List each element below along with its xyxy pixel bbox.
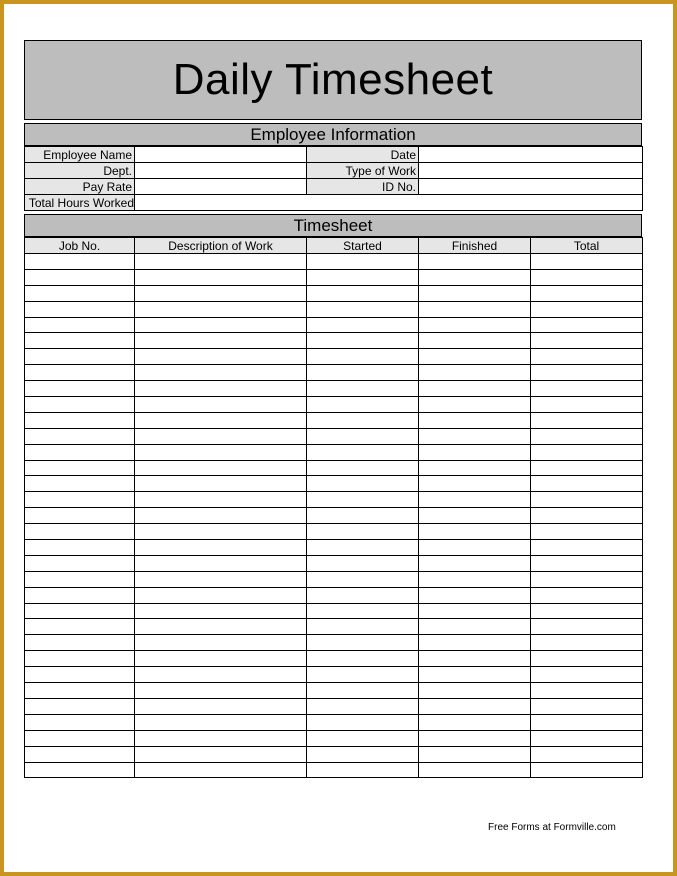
column-header-total: Total xyxy=(531,238,643,254)
description-cell[interactable] xyxy=(135,317,307,333)
started-cell[interactable] xyxy=(307,714,419,730)
started-cell[interactable] xyxy=(307,698,419,714)
total-cell[interactable] xyxy=(531,698,643,714)
finished-cell[interactable] xyxy=(419,698,531,714)
description-cell[interactable] xyxy=(135,603,307,619)
finished-cell[interactable] xyxy=(419,333,531,349)
table-row xyxy=(25,492,643,508)
table-row xyxy=(25,269,643,285)
started-cell[interactable] xyxy=(307,508,419,524)
timesheet-header-row xyxy=(25,238,643,254)
started-cell[interactable] xyxy=(307,746,419,762)
table-row xyxy=(25,301,643,317)
column-header-job-no: Job No. xyxy=(25,238,135,254)
total-cell[interactable] xyxy=(531,555,643,571)
total-cell[interactable] xyxy=(531,492,643,508)
employee-info-table xyxy=(24,146,643,211)
started-cell[interactable] xyxy=(307,603,419,619)
job-no-cell[interactable] xyxy=(25,619,135,635)
total-cell[interactable] xyxy=(531,254,643,270)
type-of-work-field[interactable] xyxy=(419,163,643,179)
total-cell[interactable] xyxy=(531,444,643,460)
description-cell[interactable] xyxy=(135,254,307,270)
description-cell[interactable] xyxy=(135,587,307,603)
description-cell[interactable] xyxy=(135,428,307,444)
employee-info-heading: Employee Information xyxy=(24,123,642,146)
table-row xyxy=(25,285,643,301)
total-cell[interactable] xyxy=(531,714,643,730)
finished-cell[interactable] xyxy=(419,412,531,428)
employee-name-field[interactable] xyxy=(135,147,307,163)
job-no-cell[interactable] xyxy=(25,714,135,730)
total-cell[interactable] xyxy=(531,460,643,476)
finished-cell[interactable] xyxy=(419,492,531,508)
table-row xyxy=(25,651,643,667)
job-no-cell[interactable] xyxy=(25,301,135,317)
total-cell[interactable] xyxy=(531,746,643,762)
finished-cell[interactable] xyxy=(419,619,531,635)
job-no-cell[interactable] xyxy=(25,555,135,571)
description-cell[interactable] xyxy=(135,365,307,381)
finished-cell[interactable] xyxy=(419,428,531,444)
finished-cell[interactable] xyxy=(419,476,531,492)
finished-cell[interactable] xyxy=(419,301,531,317)
job-no-cell[interactable] xyxy=(25,635,135,651)
started-cell[interactable] xyxy=(307,460,419,476)
started-cell[interactable] xyxy=(307,412,419,428)
job-no-cell[interactable] xyxy=(25,444,135,460)
description-cell[interactable] xyxy=(135,333,307,349)
job-no-cell[interactable] xyxy=(25,317,135,333)
finished-cell[interactable] xyxy=(419,555,531,571)
total-cell[interactable] xyxy=(531,587,643,603)
table-row xyxy=(25,524,643,540)
description-cell[interactable] xyxy=(135,730,307,746)
job-no-cell[interactable] xyxy=(25,412,135,428)
finished-cell[interactable] xyxy=(419,667,531,683)
description-cell[interactable] xyxy=(135,476,307,492)
description-cell[interactable] xyxy=(135,667,307,683)
job-no-cell[interactable] xyxy=(25,698,135,714)
info-row xyxy=(25,195,643,211)
description-cell[interactable] xyxy=(135,444,307,460)
table-row xyxy=(25,397,643,413)
job-no-cell[interactable] xyxy=(25,730,135,746)
table-row xyxy=(25,619,643,635)
total-cell[interactable] xyxy=(531,412,643,428)
total-cell[interactable] xyxy=(531,365,643,381)
table-row xyxy=(25,333,643,349)
total-hours-field[interactable] xyxy=(135,195,643,211)
total-cell[interactable] xyxy=(531,381,643,397)
total-cell[interactable] xyxy=(531,508,643,524)
started-cell[interactable] xyxy=(307,476,419,492)
started-cell[interactable] xyxy=(307,619,419,635)
form-title: Daily Timesheet xyxy=(24,40,642,120)
description-cell[interactable] xyxy=(135,762,307,778)
total-cell[interactable] xyxy=(531,683,643,699)
started-cell[interactable] xyxy=(307,381,419,397)
started-cell[interactable] xyxy=(307,587,419,603)
total-cell[interactable] xyxy=(531,476,643,492)
started-cell[interactable] xyxy=(307,269,419,285)
total-cell[interactable] xyxy=(531,651,643,667)
finished-cell[interactable] xyxy=(419,365,531,381)
type-of-work-label: Type of Work xyxy=(307,163,419,179)
job-no-cell[interactable] xyxy=(25,667,135,683)
description-cell[interactable] xyxy=(135,508,307,524)
employee-name-label: Employee Name xyxy=(25,147,135,163)
table-row xyxy=(25,667,643,683)
table-row xyxy=(25,571,643,587)
column-header-description: Description of Work xyxy=(135,238,307,254)
column-header-finished: Finished xyxy=(419,238,531,254)
job-no-cell[interactable] xyxy=(25,349,135,365)
started-cell[interactable] xyxy=(307,651,419,667)
description-cell[interactable] xyxy=(135,555,307,571)
timesheet-body xyxy=(25,254,643,778)
table-row xyxy=(25,508,643,524)
id-no-field[interactable] xyxy=(419,179,643,195)
table-row xyxy=(25,555,643,571)
started-cell[interactable] xyxy=(307,635,419,651)
table-row xyxy=(25,635,643,651)
date-label: Date xyxy=(307,147,419,163)
pay-rate-label: Pay Rate xyxy=(25,179,135,195)
finished-cell[interactable] xyxy=(419,587,531,603)
total-cell[interactable] xyxy=(531,635,643,651)
total-cell[interactable] xyxy=(531,428,643,444)
job-no-cell[interactable] xyxy=(25,254,135,270)
finished-cell[interactable] xyxy=(419,460,531,476)
job-no-cell[interactable] xyxy=(25,492,135,508)
job-no-cell[interactable] xyxy=(25,683,135,699)
finished-cell[interactable] xyxy=(419,540,531,556)
started-cell[interactable] xyxy=(307,762,419,778)
pay-rate-field[interactable] xyxy=(135,179,307,195)
started-cell[interactable] xyxy=(307,555,419,571)
started-cell[interactable] xyxy=(307,571,419,587)
total-cell[interactable] xyxy=(531,667,643,683)
finished-cell[interactable] xyxy=(419,444,531,460)
job-no-cell[interactable] xyxy=(25,365,135,381)
description-cell[interactable] xyxy=(135,524,307,540)
date-field[interactable] xyxy=(419,147,643,163)
total-cell[interactable] xyxy=(531,571,643,587)
description-cell[interactable] xyxy=(135,746,307,762)
table-row xyxy=(25,714,643,730)
started-cell[interactable] xyxy=(307,683,419,699)
job-no-cell[interactable] xyxy=(25,524,135,540)
started-cell[interactable] xyxy=(307,317,419,333)
total-cell[interactable] xyxy=(531,349,643,365)
job-no-cell[interactable] xyxy=(25,603,135,619)
table-row xyxy=(25,730,643,746)
description-cell[interactable] xyxy=(135,492,307,508)
finished-cell[interactable] xyxy=(419,254,531,270)
total-cell[interactable] xyxy=(531,540,643,556)
finished-cell[interactable] xyxy=(419,714,531,730)
timesheet-table xyxy=(24,237,643,778)
description-cell[interactable] xyxy=(135,619,307,635)
started-cell[interactable] xyxy=(307,540,419,556)
job-no-cell[interactable] xyxy=(25,269,135,285)
total-cell[interactable] xyxy=(531,269,643,285)
description-cell[interactable] xyxy=(135,635,307,651)
job-no-cell[interactable] xyxy=(25,333,135,349)
total-cell[interactable] xyxy=(531,524,643,540)
table-row xyxy=(25,476,643,492)
job-no-cell[interactable] xyxy=(25,508,135,524)
table-row xyxy=(25,683,643,699)
dept-label: Dept. xyxy=(25,163,135,179)
table-row xyxy=(25,428,643,444)
table-row xyxy=(25,381,643,397)
table-row xyxy=(25,460,643,476)
description-cell[interactable] xyxy=(135,571,307,587)
info-row xyxy=(25,179,643,195)
table-row xyxy=(25,603,643,619)
description-cell[interactable] xyxy=(135,269,307,285)
total-cell[interactable] xyxy=(531,762,643,778)
description-cell[interactable] xyxy=(135,301,307,317)
finished-cell[interactable] xyxy=(419,524,531,540)
description-cell[interactable] xyxy=(135,381,307,397)
description-cell[interactable] xyxy=(135,349,307,365)
started-cell[interactable] xyxy=(307,349,419,365)
finished-cell[interactable] xyxy=(419,571,531,587)
total-hours-label: Total Hours Worked xyxy=(25,195,135,211)
job-no-cell[interactable] xyxy=(25,651,135,667)
table-row xyxy=(25,444,643,460)
job-no-cell[interactable] xyxy=(25,571,135,587)
started-cell[interactable] xyxy=(307,428,419,444)
id-no-label: ID No. xyxy=(307,179,419,195)
finished-cell[interactable] xyxy=(419,683,531,699)
finished-cell[interactable] xyxy=(419,508,531,524)
dept-field[interactable] xyxy=(135,163,307,179)
info-row xyxy=(25,163,643,179)
finished-cell[interactable] xyxy=(419,317,531,333)
started-cell[interactable] xyxy=(307,301,419,317)
job-no-cell[interactable] xyxy=(25,587,135,603)
total-cell[interactable] xyxy=(531,730,643,746)
finished-cell[interactable] xyxy=(419,651,531,667)
total-cell[interactable] xyxy=(531,397,643,413)
table-row xyxy=(25,412,643,428)
started-cell[interactable] xyxy=(307,397,419,413)
info-row xyxy=(25,147,643,163)
finished-cell[interactable] xyxy=(419,381,531,397)
description-cell[interactable] xyxy=(135,460,307,476)
started-cell[interactable] xyxy=(307,667,419,683)
finished-cell[interactable] xyxy=(419,397,531,413)
job-no-cell[interactable] xyxy=(25,746,135,762)
finished-cell[interactable] xyxy=(419,730,531,746)
finished-cell[interactable] xyxy=(419,762,531,778)
footer-credit: Free Forms at Formville.com xyxy=(488,822,616,833)
table-row xyxy=(25,698,643,714)
table-row xyxy=(25,317,643,333)
description-cell[interactable] xyxy=(135,540,307,556)
description-cell[interactable] xyxy=(135,651,307,667)
finished-cell[interactable] xyxy=(419,285,531,301)
timesheet-form xyxy=(24,40,642,778)
started-cell[interactable] xyxy=(307,444,419,460)
finished-cell[interactable] xyxy=(419,349,531,365)
table-row xyxy=(25,349,643,365)
started-cell[interactable] xyxy=(307,254,419,270)
total-cell[interactable] xyxy=(531,317,643,333)
total-cell[interactable] xyxy=(531,603,643,619)
finished-cell[interactable] xyxy=(419,269,531,285)
table-row xyxy=(25,254,643,270)
timesheet-heading: Timesheet xyxy=(24,214,642,237)
table-row xyxy=(25,540,643,556)
description-cell[interactable] xyxy=(135,412,307,428)
job-no-cell[interactable] xyxy=(25,397,135,413)
job-no-cell[interactable] xyxy=(25,381,135,397)
table-row xyxy=(25,762,643,778)
table-row xyxy=(25,365,643,381)
job-no-cell[interactable] xyxy=(25,428,135,444)
job-no-cell[interactable] xyxy=(25,540,135,556)
started-cell[interactable] xyxy=(307,524,419,540)
started-cell[interactable] xyxy=(307,333,419,349)
job-no-cell[interactable] xyxy=(25,285,135,301)
job-no-cell[interactable] xyxy=(25,762,135,778)
total-cell[interactable] xyxy=(531,285,643,301)
finished-cell[interactable] xyxy=(419,635,531,651)
started-cell[interactable] xyxy=(307,730,419,746)
total-cell[interactable] xyxy=(531,619,643,635)
finished-cell[interactable] xyxy=(419,603,531,619)
description-cell[interactable] xyxy=(135,714,307,730)
started-cell[interactable] xyxy=(307,285,419,301)
table-row xyxy=(25,587,643,603)
finished-cell[interactable] xyxy=(419,746,531,762)
started-cell[interactable] xyxy=(307,365,419,381)
description-cell[interactable] xyxy=(135,397,307,413)
description-cell[interactable] xyxy=(135,683,307,699)
job-no-cell[interactable] xyxy=(25,476,135,492)
total-cell[interactable] xyxy=(531,333,643,349)
description-cell[interactable] xyxy=(135,285,307,301)
column-header-started: Started xyxy=(307,238,419,254)
started-cell[interactable] xyxy=(307,492,419,508)
table-row xyxy=(25,746,643,762)
description-cell[interactable] xyxy=(135,698,307,714)
total-cell[interactable] xyxy=(531,301,643,317)
job-no-cell[interactable] xyxy=(25,460,135,476)
